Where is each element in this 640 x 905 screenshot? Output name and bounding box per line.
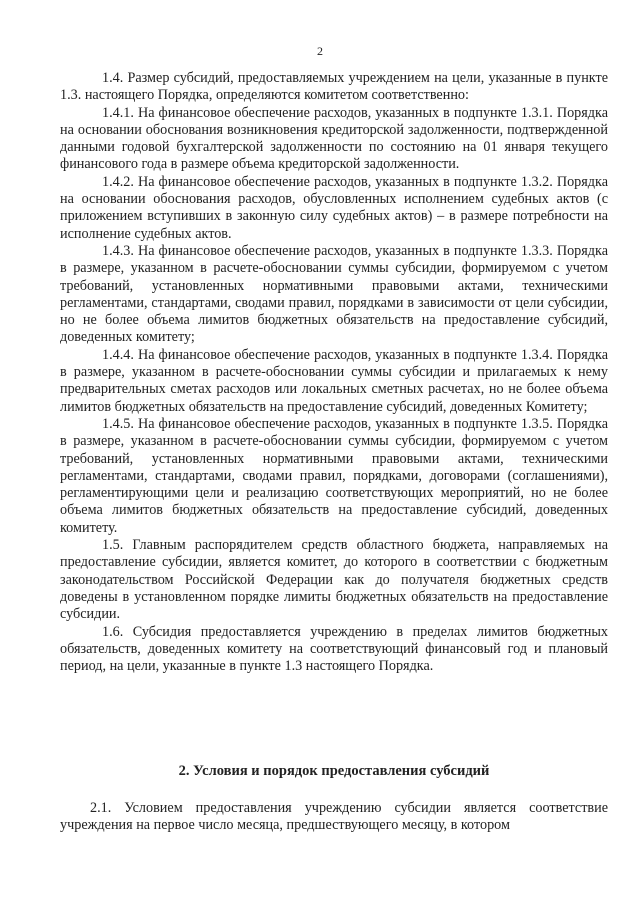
- paragraph-1-5: 1.5. Главным распорядителем средств областного бюджета, направляемых на предоставление субсидии, является комитет, до которого в соответствии с бюджетным законодательством Российской Федерации как до получателя бюджетных средств доведены в установленном порядке лимиты бюджетных обязательств на предоставление субсидии.: [60, 537, 608, 623]
- paragraph-1-4-3: 1.4.3. На финансовое обеспечение расходов, указанных в подпункте 1.3.3. Порядка в размере, указанном в расчете-обосновании суммы субсидии, формируемом с учетом требований, установленных нормативными правовыми актами, техническими регламентами, стандартами, сводами правил, порядками в зависимости от цели субсидии, но не более объема лимитов бюджетных обязательств на предоставление субсидий, доведенных комитету;: [60, 242, 608, 346]
- paragraph-1-4-2: 1.4.2. На финансовое обеспечение расходов, указанных в подпункте 1.3.2. Порядка на основании обоснования расходов, обусловленных исполнением судебных актов (с приложением вступивших в законную силу судебных актов) – в размере потребности на исполнение судебных актов.: [60, 173, 608, 242]
- paragraph-1-4-1: 1.4.1. На финансовое обеспечение расходов, указанных в подпункте 1.3.1. Порядка на основании обоснования возникновения кредиторской задолженности, подтвержденной данными годовой бухгалтерской задолженности по состоянию на 01 января текущего финансового года в размере объема кредиторской задолженности.: [60, 104, 608, 173]
- page-number: 2: [317, 44, 323, 58]
- paragraph-1-6: 1.6. Субсидия предоставляется учреждению в пределах лимитов бюджетных обязательств, доведенных комитету на соответствующий финансовый год и плановый период, на цели, указанные в пункте 1.3 настоящего Порядка.: [60, 623, 608, 675]
- paragraph-1-4: 1.4. Размер субсидий, предоставляемых учреждением на цели, указанные в пункте 1.3. настоящего Порядка, определяются комитетом соответственно:: [60, 70, 608, 104]
- paragraph-1-4-4: 1.4.4. На финансовое обеспечение расходов, указанных в подпункте 1.3.4. Порядка в размере, указанном в расчете-обосновании суммы субсидии и прилагаемых к нему предварительных сметах расходов или локальных сметных расчетах, но не более объема лимитов бюджетных обязательств на предоставление субсидий, доведенных Комитету;: [60, 346, 608, 415]
- document-body: [60, 70, 608, 675]
- paragraph-1-4-5: 1.4.5. На финансовое обеспечение расходов, указанных в подпункте 1.3.5. Порядка в размере, указанном в расчете-обосновании суммы субсидии, формируемом с учетом требований, установленных нормативными правовыми актами, техническими регламентами, стандартами, сводами правил, порядками, договорами (соглашениями), регламентирующими цели и реализацию соответствующих мероприятий, но не более объема лимитов бюджетных обязательств на предоставление субсидий, доведенных комитету.: [60, 415, 608, 536]
- section-body: [60, 800, 608, 835]
- section-title: 2. Условия и порядок предоставления субсидий: [178, 763, 490, 779]
- paragraph-2-1: 2.1. Условием предоставления учреждению субсидии является соответствие учреждения на первое число месяца, предшествующего месяцу, в котором: [60, 800, 608, 834]
